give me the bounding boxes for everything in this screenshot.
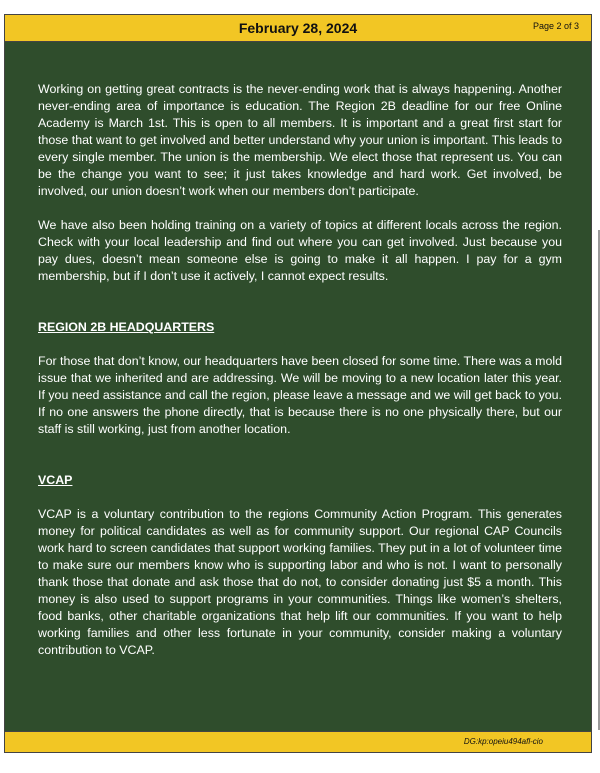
header-bar [4,14,592,42]
heading-vcap: VCAP [38,473,73,487]
footer-code: DG:kp:opeiu494afl-cio [463,737,543,746]
heading-region-2b-headquarters: REGION 2B HEADQUARTERS [38,320,215,334]
paragraph-training: We have also been holding training on a variety of topics at different locals across the region. Check with your local leadership and find out where you can get involved. Just because you pay dues, doesn’t mean someone else is going to make it all happen. I pay for a gym membership, but if I don’t use it actively, I cannot expect results. [38,218,562,283]
content-area[interactable] [4,42,592,731]
footer-bar [4,731,592,753]
paragraph-education: Working on getting great contracts is the never-ending work that is always happening. Another never-ending area of importance is education. The Region 2B deadline for our free Online Academy is March 1st. This is open to all members. It is important and a great first start for those that want to get involved and better understand why your union is important. This leads to every single member. The union is the membership. We elect those that represent us. You can be the change you want to see; it just takes knowledge and hard work. Get involved, be involved, our union doesn’t work when our members don’t participate. [38,82,562,198]
paragraph-headquarters: For those that don’t know, our headquarters have been closed for some time. There was a mold issue that we inherited and are addressing. We will be moving to a new location later this year. If you need assistance and call the region, please leave a message and we will get back to you. If no one answers the phone directly, that is because there is no one physically there, but our staff is still working, just from another location. [38,354,562,436]
page-number: Page 2 of 3 [532,21,579,31]
paragraph-vcap: VCAP is a voluntary contribution to the regions Community Action Program. This generates money for political candidates as well as for community support. Our regional CAP Councils work hard to screen candidates that support working families. They put in a lot of volunteer time to make sure our members know who is supporting labor and who is not. I want to personally thank those that donate and ask those that do not, to consider donating just $5 a month. This money is also used to support programs in your communities. Things like women’s shelters, food banks, other charitable organizations that help lift our communities. If you want to help working families and other less fortunate in your community, consider making a voluntary contribution to VCAP. [38,507,562,657]
newsletter-date: February 28, 2024 [238,20,358,36]
article-body [38,81,562,659]
